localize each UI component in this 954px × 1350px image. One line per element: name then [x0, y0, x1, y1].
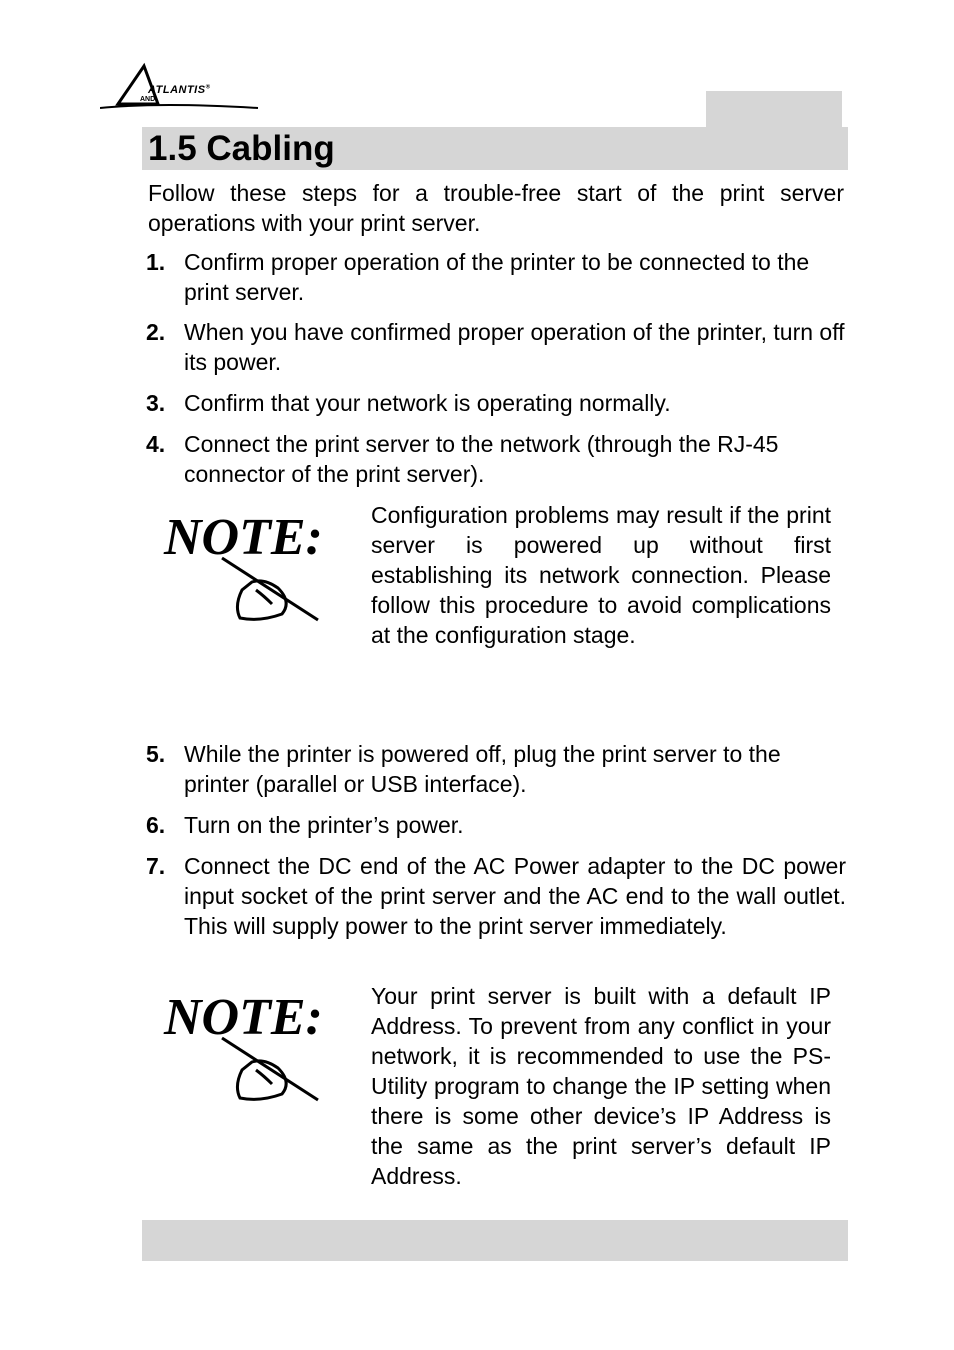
svg-text:NOTE:: NOTE: [164, 509, 323, 566]
step-number: 7. [146, 853, 166, 879]
list-item [146, 739, 846, 799]
section-title: 1.5 Cabling [148, 129, 335, 168]
note-text: Configuration problems may result if the print server is powered up without first establishing its network connection. Please follow this procedure to avoid complications at the configuration stage. [371, 502, 831, 648]
list-item [146, 247, 846, 307]
step-text: Confirm that your network is operating normally. [184, 390, 671, 416]
list-item [146, 388, 846, 418]
svg-text:NOTE:: NOTE: [164, 989, 323, 1046]
writing-hand-icon [222, 558, 318, 620]
step-text: Confirm proper operation of the printer to be connected to the print server. [184, 249, 810, 305]
step-number: 2. [146, 319, 166, 345]
step-number: 4. [146, 431, 166, 457]
note-text: Your print server is built with a default IP Address. To prevent from any conflict in your network, it is recommended to use the PS-Utility program to change the IP setting when there is some other device’s IP Address is the same as the print server’s default IP Address. [371, 983, 831, 1189]
header-tab-box [706, 91, 842, 129]
step-number: 1. [146, 249, 166, 275]
step-text: Turn on the printer’s power. [184, 812, 464, 838]
footer-bar [142, 1220, 848, 1261]
step-text: When you have confirmed proper operation of the printer, turn off its power. [184, 319, 845, 375]
intro-paragraph: Follow these steps for a trouble-free start of the print server operations with your print server. [148, 180, 844, 236]
list-item [146, 851, 846, 941]
step-text: Connect the DC end of the AC Power adapter to the DC power input socket of the print server and the AC end to the wall outlet. This will supply power to the print server immediately. [184, 853, 846, 939]
step-number: 6. [146, 812, 166, 838]
list-item [146, 810, 846, 840]
logo-name: ATLANTIS® [148, 84, 211, 96]
note-icon [160, 978, 325, 1103]
list-item [146, 317, 846, 377]
note-icon [160, 498, 325, 623]
logo-subtitle: AND [140, 96, 156, 103]
step-text: Connect the print server to the network (through the RJ-45 connector of the print server). [184, 431, 779, 487]
writing-hand-icon [222, 1038, 318, 1100]
list-item [146, 429, 846, 489]
step-number: 5. [146, 741, 166, 767]
step-number: 3. [146, 390, 166, 416]
step-text: While the printer is powered off, plug the print server to the printer (parallel or USB interface). [184, 741, 781, 797]
